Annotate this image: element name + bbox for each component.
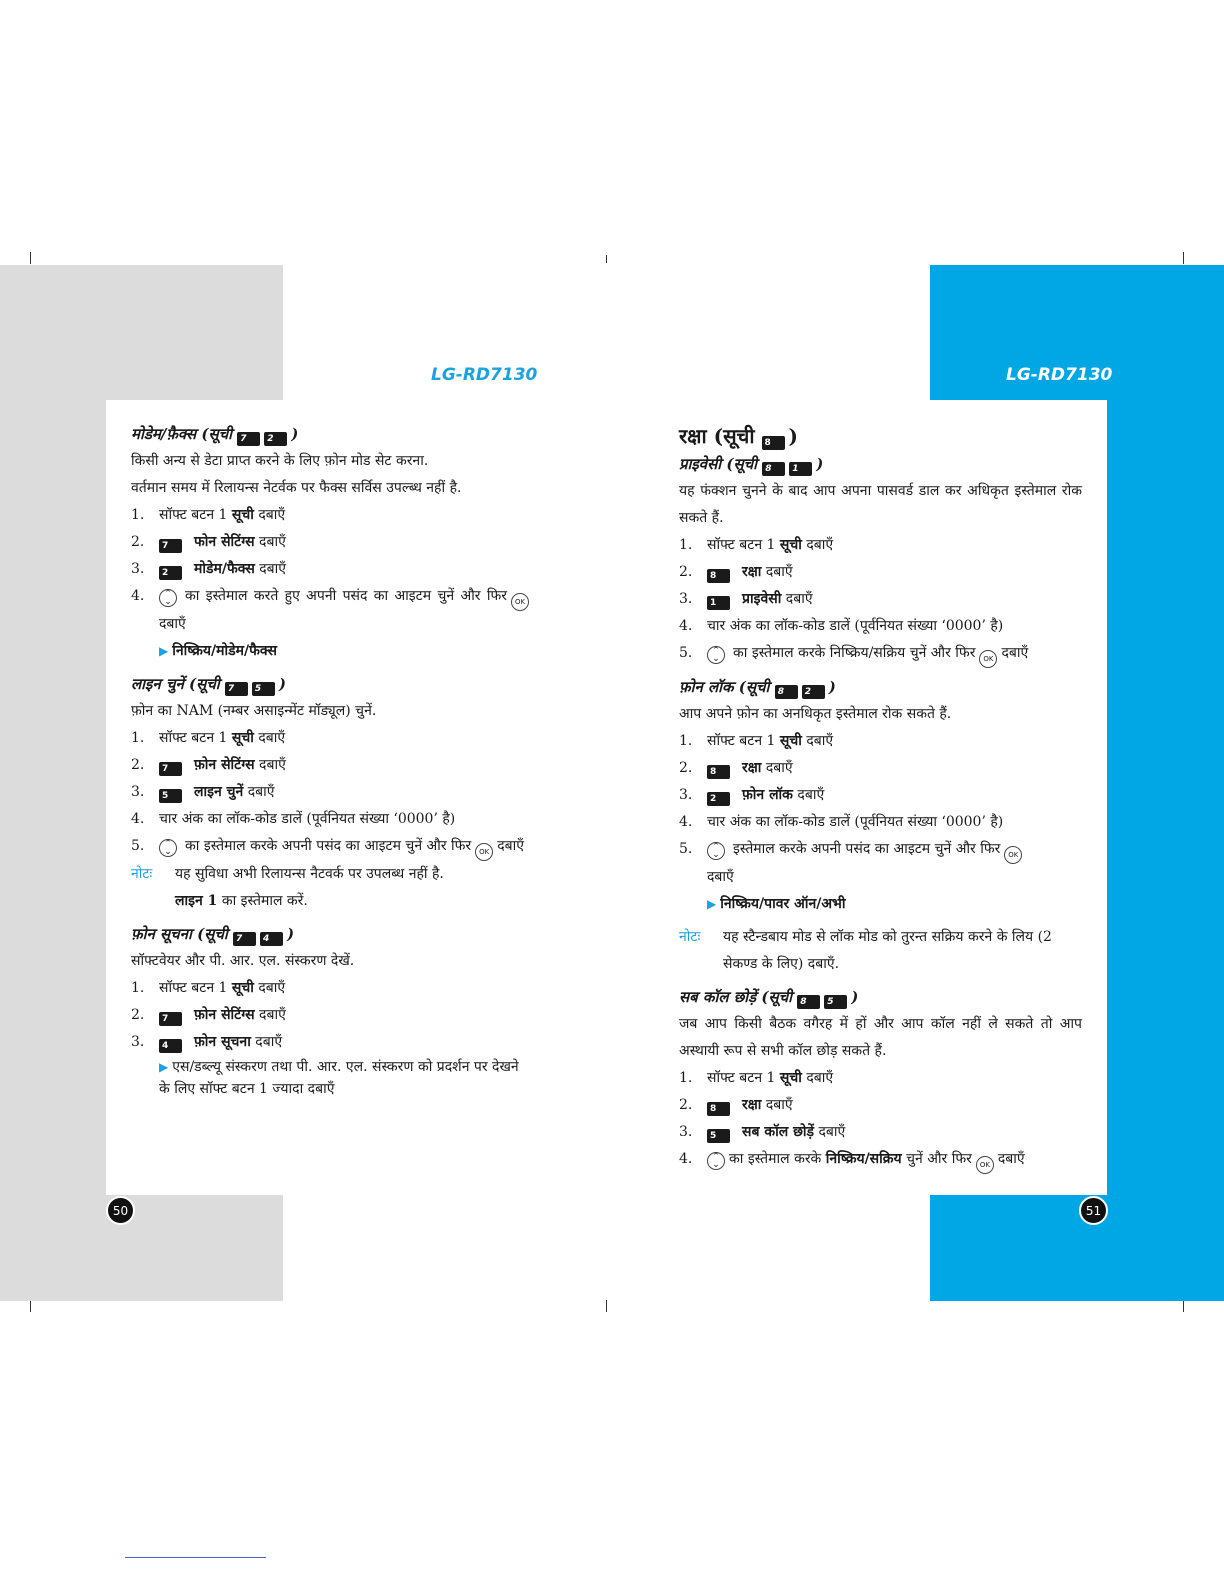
step-number: 1. [131,507,145,523]
crop-mark [606,255,607,263]
step-text: दबाएँ [761,564,793,580]
note-bold: लाइन 1 [175,893,218,909]
step-bold: सूची [779,537,802,553]
section-heading-modem-fax: मोडेम/फ़ैक्स (सूची 7 2 ) [131,425,299,444]
step-item [679,782,1082,809]
step-text: दबाएँ [707,869,734,885]
step-bold: फ़ोन सूचना [194,1034,251,1050]
step-text: दबाएँ [254,561,287,577]
section-heading-phone-lock: फ़ोन लॉक (सूची 8 2 ) [679,678,836,697]
note-label: नोटः [679,929,701,945]
key-8-icon: 8 [762,462,785,476]
step-number: 5. [131,838,145,854]
step-number: 5. [679,841,693,857]
step-bold: लाइन चुनें [194,784,244,800]
note [679,924,1082,978]
key-7-icon: 7 [159,762,182,776]
step-number: 1. [679,1070,693,1086]
step-item [679,809,1082,836]
step-number: 3. [131,561,145,577]
step-item [679,640,1082,668]
ok-key-icon: OK [1004,846,1022,864]
step-text: दबाएँ [781,591,813,607]
step-text: दबाएँ [1001,645,1029,661]
key-7-icon: 7 [237,432,260,446]
option-text: एस/डब्ल्यू संस्करण तथा पी. आर. एल. संस्करण को प्रदर्शन पर देखने के लिए सॉफ्ट बटन 1 ज्यादा दबाएँ [159,1059,519,1097]
step-number: 5. [679,645,693,661]
step-text: दबाएँ [792,787,825,803]
note-text: यह स्टैन्डबाय मोड से लॉक मोड को तुरन्त सक्रिय करने के लिय (2 सेकण्ड के लिए) दबाएँ. [723,929,1052,972]
step-number: 3. [679,591,693,607]
step-item [679,559,1082,586]
step-bold: सूची [231,980,254,996]
step-text: दबाएँ [159,616,186,632]
step-item [131,502,533,529]
key-8-icon: 8 [762,436,785,450]
key-7-icon: 7 [159,1012,182,1026]
step-item [131,975,533,1002]
step-text: सॉफ्ट बटन 1 [159,507,232,523]
key-1-icon: 1 [707,596,730,610]
step-text: का इस्तेमाल करके [729,1151,826,1167]
ok-key-icon: OK [979,650,997,668]
step-number: 4. [131,588,145,604]
step-text: चार अंक का लॉक-कोड डालें (पूर्वनियत संख्या ‘0000’ है) [707,814,1004,830]
heading-text: सब कॉल छोड़ें (सूची [679,988,793,1006]
key-2-icon: 2 [802,685,825,699]
key-2-icon: 2 [707,792,730,806]
option-text: निष्क्रिय/मोडेम/फैक्स [172,643,277,659]
step-text: दबाएँ [497,838,524,854]
step-number: 3. [679,1124,693,1140]
step-item [679,728,1082,755]
step-bold: मोडेम/फैक्स [194,561,255,577]
step-bold: रक्षा [742,760,762,776]
right-column [679,421,1082,1174]
step-text: दबाएँ [997,1151,1025,1167]
step-text: सॉफ्ट बटन 1 [159,980,232,996]
step-number: 3. [679,787,693,803]
step-number: 1. [131,980,145,996]
key-5-icon: 5 [824,995,847,1009]
step-number: 4. [679,814,693,830]
step-item [679,532,1082,559]
step-bold: सूची [231,730,254,746]
section-heading-privacy: प्राइवेसी (सूची 8 1 ) [679,455,824,474]
step-text: दबाएँ [253,730,286,746]
key-5-icon: 5 [707,1129,730,1143]
step-item [131,725,533,752]
key-2-icon: 2 [264,432,287,446]
heading-text: मोडेम/फ़ैक्स (सूची [131,425,232,443]
paragraph: सॉफ्टवेयर और पी. आर. एल. संस्करण देखें. [131,953,355,969]
section-heading-reject-all-calls: सब कॉल छोड़ें (सूची 8 5 ) [679,988,859,1007]
key-7-icon: 7 [159,539,182,553]
step-text: सॉफ्ट बटन 1 [707,1070,780,1086]
step-bold: रक्षा [742,564,762,580]
step-number: 2. [131,757,145,773]
step-text: दबाएँ [254,1007,286,1023]
step-text: चुनें और फिर [901,1151,972,1167]
crop-mark [1183,1300,1184,1312]
arrow-icon: ▶ [159,644,169,658]
key-4-icon: 4 [159,1039,182,1053]
step-item [679,1146,1082,1174]
step-number: 2. [131,1007,145,1023]
step-text: सॉफ्ट बटन 1 [707,537,780,553]
step-text: दबाएँ [254,534,286,550]
navigation-key-icon: ⌃ ⌄ [159,589,177,607]
step-text: का इस्तेमाल करके निष्क्रिय/सक्रिय चुनें और फिर [733,645,976,661]
arrow-icon: ▶ [707,897,717,911]
key-8-icon: 8 [707,765,730,779]
key-7-icon: 7 [225,682,248,696]
step-text: सॉफ्ट बटन 1 [159,730,232,746]
step-text: दबाएँ [761,1097,793,1113]
step-text: का इस्तेमाल करके अपनी पसंद का आइटम चुनें और फिर [185,838,472,854]
key-2-icon: 2 [159,566,182,580]
step-text: दबाएँ [801,1070,834,1086]
step-bold: फोन सेटिंग्स [194,534,255,550]
paragraph: आप अपने फ़ोन का अनधिकृत इस्तेमाल रोक सकते हैं. [679,706,952,722]
step-item [131,529,533,556]
navigation-key-icon: ⌃ ⌄ [707,1152,725,1170]
step-text: का इस्तेमाल करते हुए अपनी पसंद का आइटम चुनें और फिर [185,588,507,604]
paragraph: यह फंक्शन चुनने के बाद आप अपना पासवर्ड डाल कर अधिकृत इस्तेमाल रोक सकते हैं. [679,483,1082,526]
step-item [131,583,533,638]
step-bold: सूची [231,507,254,523]
step-text: दबाएँ [801,733,834,749]
note-text: यह सुविधा अभी रिलायन्स नैटवर्क पर उपलब्ध नहीं है. [175,866,444,882]
step-number: 2. [679,564,693,580]
key-5-icon: 5 [252,682,275,696]
note [131,861,533,915]
step-text: चार अंक का लॉक-कोड डालें (पूर्वनियत संख्या ‘0000’ है) [707,618,1004,634]
heading-text: लाइन चुनें (सूची [131,675,220,693]
step-number: 3. [131,784,145,800]
step-text: दबाएँ [253,980,286,996]
ok-key-icon: OK [475,843,493,861]
navigation-key-icon: ⌃ ⌄ [159,839,177,857]
step-number: 2. [679,760,693,776]
step-bold: रक्षा [742,1097,762,1113]
step-item [679,613,1082,640]
key-8-icon: 8 [707,569,730,583]
step-bold: फ़ोन सेटिंग्स [194,757,255,773]
page-number-right: 51 [1079,1196,1108,1225]
page-number-left: 50 [106,1196,135,1225]
paragraph: किसी अन्य से डेटा प्राप्त करने के लिए फ़ोन मोड सेट करना. [131,453,429,469]
crop-mark [30,252,31,264]
key-7-icon: 7 [233,932,256,946]
step-number: 2. [679,1097,693,1113]
key-8-icon: 8 [775,685,798,699]
key-5-icon: 5 [159,789,182,803]
step-number: 1. [131,730,145,746]
step-text: दबाएँ [814,1124,846,1140]
step-text: दबाएँ [243,784,275,800]
step-item [131,833,533,861]
crop-mark [30,1300,31,1312]
note-text: का इस्तेमाल करें. [217,893,308,909]
step-item [131,1002,533,1029]
key-1-icon: 1 [789,462,812,476]
arrow-icon: ▶ [159,1060,169,1074]
step-text: दबाएँ [761,760,793,776]
step-item [131,1029,533,1056]
option-text: निष्क्रिय/पावर ऑन/अभी [720,896,846,912]
heading-text: फ़ोन सूचना (सूची [131,925,228,943]
ok-key-icon: OK [511,593,529,611]
step-number: 4. [131,811,145,827]
step-bold: फ़ोन सेटिंग्स [194,1007,255,1023]
step-bold: फ़ोन लॉक [742,787,793,803]
heading-text: प्राइवेसी (सूची [679,455,758,473]
key-8-icon: 8 [707,1102,730,1116]
paragraph: फ़ोन का NAM (नम्बर असाइन्मेंट मॉड्यूल) चुनें. [131,703,377,719]
step-item [131,779,533,806]
step-number: 4. [679,618,693,634]
option-item [131,638,533,665]
footer-rule [125,1557,266,1558]
section-heading-line-select: लाइन चुनें (सूची 7 5 ) [131,675,287,694]
key-8-icon: 8 [797,995,820,1009]
navigation-key-icon: ⌃ ⌄ [707,842,725,860]
section-heading-phone-info: फ़ोन सूचना (सूची 7 4 ) [131,925,295,944]
step-item [679,1119,1082,1146]
heading-text: रक्षा (सूची [679,424,755,448]
step-number: 1. [679,733,693,749]
paragraph: जब आप किसी बैठक वगैरह में हों और आप कॉल नहीं ले सकते तो आप अस्थायी रूप से सभी कॉल छोड़ सकते हैं. [679,1016,1082,1059]
step-text: दबाएँ [250,1034,283,1050]
step-bold: सब कॉल छोड़ें [742,1124,815,1140]
step-text: इस्तेमाल करके अपनी पसंद का आइटम चुनें और फिर [733,841,1001,857]
step-bold: सूची [779,733,802,749]
navigation-key-icon: ⌃ ⌄ [707,646,725,664]
step-text: दबाएँ [254,757,286,773]
main-heading-security: रक्षा (सूची 8 ) [679,424,798,448]
step-item [131,556,533,583]
step-item [679,836,1082,891]
step-text: दबाएँ [801,537,834,553]
step-number: 1. [679,537,693,553]
model-header-right: LG-RD7130 [1006,365,1113,385]
heading-text: फ़ोन लॉक (सूची [679,678,770,696]
step-text: चार अंक का लॉक-कोड डालें (पूर्वनियत संख्या ‘0000’ है) [159,811,456,827]
step-number: 3. [131,1034,145,1050]
step-item [679,1092,1082,1119]
ok-key-icon: OK [976,1156,994,1174]
step-bold: सूची [779,1070,802,1086]
step-text: सॉफ्ट बटन 1 [707,733,780,749]
step-item [131,806,533,833]
key-4-icon: 4 [260,932,283,946]
step-bold: निष्क्रिय/सक्रिय [825,1151,902,1167]
paragraph: वर्तमान समय में रिलायन्स नेटर्वक पर फैक्स सर्विस उपल्ब्ध नहीं है. [131,480,462,496]
step-item [679,586,1082,613]
option-item [131,1056,533,1100]
crop-mark [1183,252,1184,264]
step-number: 2. [131,534,145,550]
step-item [679,1065,1082,1092]
step-number: 4. [679,1151,693,1167]
left-column [131,421,533,1100]
crop-mark [606,1300,607,1312]
step-text: दबाएँ [253,507,286,523]
note-label: नोटः [131,866,153,882]
step-item [679,755,1082,782]
model-header-left: LG-RD7130 [431,365,538,385]
step-bold: प्राइवेसी [742,591,782,607]
option-item [679,891,1082,918]
step-item [131,752,533,779]
